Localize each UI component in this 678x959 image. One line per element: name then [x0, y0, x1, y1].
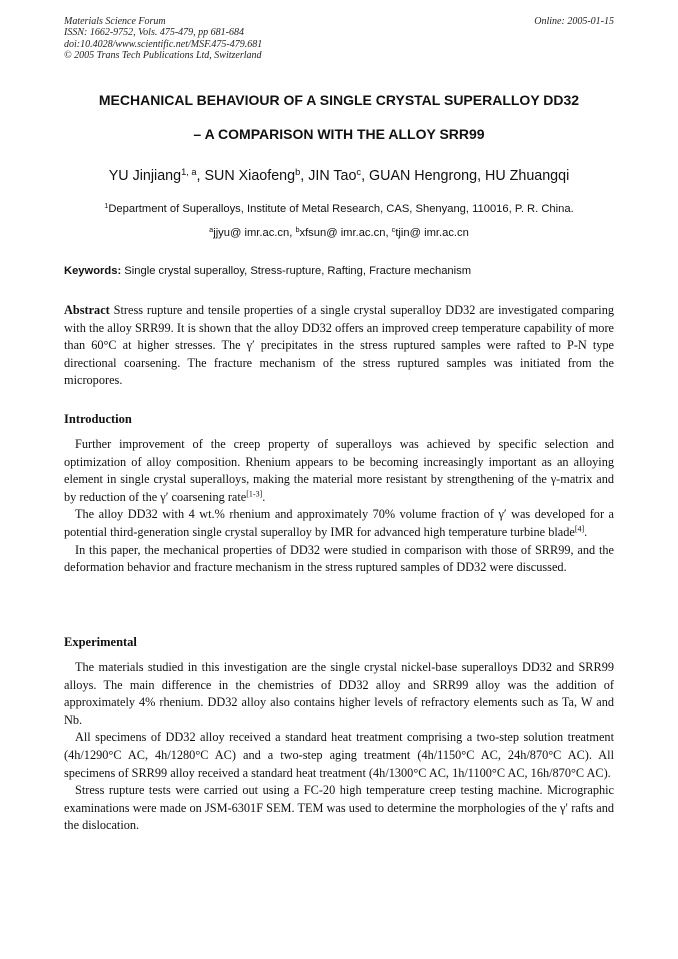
paper-title-line-2: – A COMPARISON WITH THE ALLOY SRR99	[193, 126, 485, 142]
email-address: tjin@ imr.ac.cn	[395, 227, 469, 239]
paper-title-line-1: MECHANICAL BEHAVIOUR OF A SINGLE CRYSTAL SUPERALLOY DD32	[98, 92, 580, 108]
abstract-text: Stress rupture and tensile properties of a single crystal superalloy DD32 are investigated comparing with the alloy SRR99. It is shown that the alloy DD32 offers an improved creep temperature capability of more than 60°C at higher stresses. The γ′ precipitates in the stress ruptured samples were rafted to P-N type directional coarsening. The fracture mechanism of the stress ruptured samples was initiated from the micropores.	[64, 303, 614, 388]
paragraph: In this paper, the mechanical properties of DD32 were studied in comparison with those of SRR99, and the deformation behavior and fracture mechanism in the stress ruptured samples of DD32 were discussed.	[64, 542, 614, 575]
affiliation	[64, 203, 614, 215]
citation: [4]	[574, 524, 585, 534]
paragraph	[64, 436, 614, 506]
paragraph-end: .	[262, 489, 266, 504]
paragraph-text: Further improvement of the creep property of superalloys was achieved by specific selection and optimization of alloy composition. Rhenium appears to be becoming increasingly important as an alloying element in single crystal superalloys, making the material more resistant by strengthening of the γ-matrix and by reduction of the γ′ coarsening rate	[64, 437, 614, 504]
paragraph: The materials studied in this investigation are the single crystal nickel-base superalloys DD32 and SRR99 alloys. The main difference in the chemistries of DD32 alloy and SRR99 alloy was the addition of approximately 4% rhenium. DD32 alloy also contains higher levels of refractory elements such as Ta, W and Nb.	[64, 660, 614, 727]
introduction-heading: Introduction	[64, 412, 132, 426]
citation: [1-3]	[246, 489, 263, 499]
paragraph	[64, 506, 614, 541]
email-address: xfsun@ imr.ac.cn,	[299, 227, 392, 239]
paragraph: All specimens of DD32 alloy received a standard heat treatment comprising a two-step solution treatment (4h/1290°C AC, 4h/1280°C AC) and a two-step aging treatment (4h/1150°C AC, 24h/870°C AC). All specimens of SRR99 alloy received a standard heat treatment (4h/1300°C AC, 1h/1100°C AC, 16h/870°C AC).	[64, 730, 614, 780]
introduction-body	[64, 436, 614, 577]
email-address: jjyu@ imr.ac.cn,	[213, 227, 296, 239]
paragraph-end: .	[584, 524, 588, 539]
email-superscript: c	[391, 225, 396, 234]
copyright-line: © 2005 Trans Tech Publications Ltd, Switzerland	[64, 49, 262, 61]
paragraph-text: The alloy DD32 with 4 wt.% rhenium and approximately 70% volume fraction of γ′ was developed for a potential third-generation single crystal superalloy by IMR for advanced high temperature turbine blade	[64, 507, 614, 539]
abstract	[64, 302, 614, 390]
issn-line: ISSN: 1662-9752, Vols. 475-479, pp 681-684	[64, 27, 244, 39]
email-superscript: b	[295, 225, 300, 234]
online-date: Online: 2005-01-15	[534, 16, 614, 27]
author-emails	[64, 227, 614, 239]
keywords-text: Single crystal superalloy, Stress-rupture, Rafting, Fracture mechanism	[121, 265, 472, 277]
experimental-body	[64, 659, 614, 835]
running-header	[64, 16, 614, 61]
author-superscript: c	[356, 166, 362, 177]
abstract-label: Abstract	[64, 303, 110, 317]
doi-line: doi:10.4028/www.scientific.net/MSF.475-479.681	[64, 38, 263, 50]
author-name: YU Jinjiang	[108, 168, 182, 184]
author-superscript: 1, a	[181, 166, 197, 177]
experimental-heading: Experimental	[64, 635, 137, 649]
keywords	[64, 265, 614, 277]
affiliation-superscript: 1	[104, 201, 109, 210]
author-superscript: b	[295, 166, 301, 177]
journal-name: Materials Science Forum	[64, 16, 166, 27]
author-name: , GUAN Hengrong, HU Zhuangqi	[361, 168, 570, 184]
paragraph: Stress rupture tests were carried out using a FC-20 high temperature creep testing machine. Micrographic examinations were made on JSM-6301F SEM. TEM was used to determine the morphologies of the γ′ rafts and the dislocation.	[64, 783, 614, 833]
keywords-label: Keywords:	[64, 265, 122, 277]
author-name: , SUN Xiaofeng	[196, 168, 296, 184]
email-superscript: a	[209, 225, 214, 234]
author-list	[64, 168, 614, 184]
affiliation-text: Department of Superalloys, Institute of Metal Research, CAS, Shenyang, 110016, P. R. China.	[108, 203, 574, 215]
author-name: , JIN Tao	[300, 168, 357, 184]
